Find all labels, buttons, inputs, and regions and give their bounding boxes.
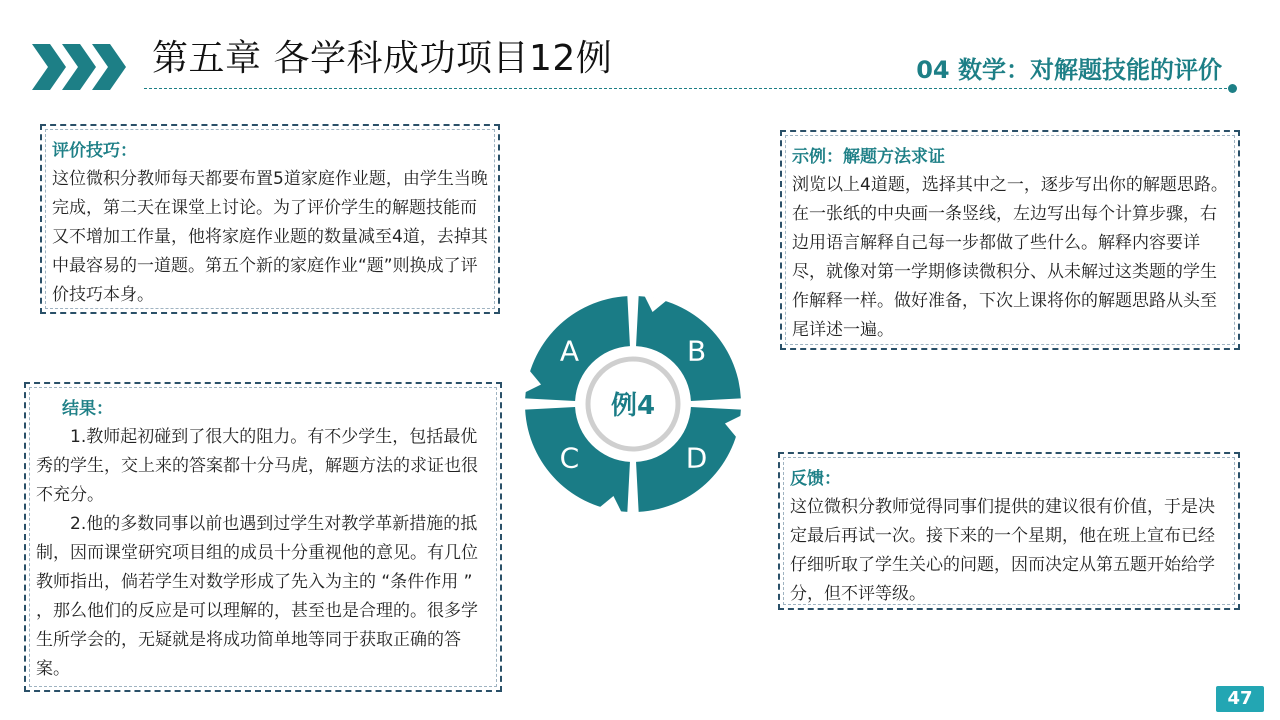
header-divider-dot	[1228, 84, 1237, 93]
example-heading: 示例：解题方法求证	[792, 147, 945, 167]
example-text: 浏览以上4道题，选择其中之一，逐步写出你的解题思路。在一张纸的中央画一条竖线，左边写出每个计算步骤，右边用语言解释自己每一步都做了些什么。解释内容要详尽，就像对第一学期修读微积分、从未解过这类题的学生作解释一样。做好准备，下次上课将你的解题思路从头至尾详述一遍。	[792, 175, 1228, 340]
result-paragraph-2: 2.他的多数同事以前也遇到过学生对教学革新措施的抵制，因而课堂研究项目组的成员十分重视他的意见。有几位教师指出，倘若学生对数学形成了先入为主的 “条件作用 ” ，那么他们的反应是可以理解的，甚至也是合理的。很多学生所学会的，无疑就是将成功简单地等同于获取正确的答案。	[36, 514, 478, 679]
feedback-box	[778, 452, 1240, 610]
example-box	[780, 130, 1240, 350]
cycle-diagram	[520, 288, 746, 520]
result-box	[24, 382, 502, 692]
wheel-label-d: D	[685, 441, 708, 475]
result-text	[36, 423, 490, 684]
evaluation-tips-box	[40, 124, 500, 314]
wheel-label-a: A	[559, 334, 579, 368]
header-divider	[144, 88, 1232, 89]
tips-heading: 评价技巧：	[52, 141, 137, 161]
feedback-heading: 反馈：	[790, 469, 841, 489]
page-number: 47	[1216, 686, 1264, 712]
tips-text: 这位微积分教师每天都要布置5道家庭作业题，由学生当晚完成，第二天在课堂上讨论。为了评价学生的解题技能而又不增加工作量，他将家庭作业题的数量减至4道，去掉其中最容易的一道题。第五个新的家庭作业“题”则换成了评价技巧本身。	[52, 169, 488, 305]
wheel-label-c: C	[559, 441, 580, 475]
result-paragraph-1: 1.教师起初碰到了很大的阻力。有不少学生，包括最优秀的学生，交上来的答案都十分马虎，解题方法的求证也很不充分。	[36, 427, 478, 505]
chevron-arrows-icon	[32, 44, 128, 90]
result-heading: 结果：	[62, 399, 113, 419]
feedback-text: 这位微积分教师觉得同事们提供的建议很有价值，于是决定最后再试一次。接下来的一个星期，他在班上宣布已经仔细听取了学生关心的问题，因而决定从第五题开始给学分，但不评等级。	[790, 497, 1215, 604]
page-title: 第五章 各学科成功项目12例	[152, 38, 613, 79]
section-subtitle: 04 数学：对解题技能的评价	[916, 56, 1222, 84]
wheel-center-label: 例4	[610, 391, 656, 421]
wheel-label-b: B	[686, 334, 707, 368]
